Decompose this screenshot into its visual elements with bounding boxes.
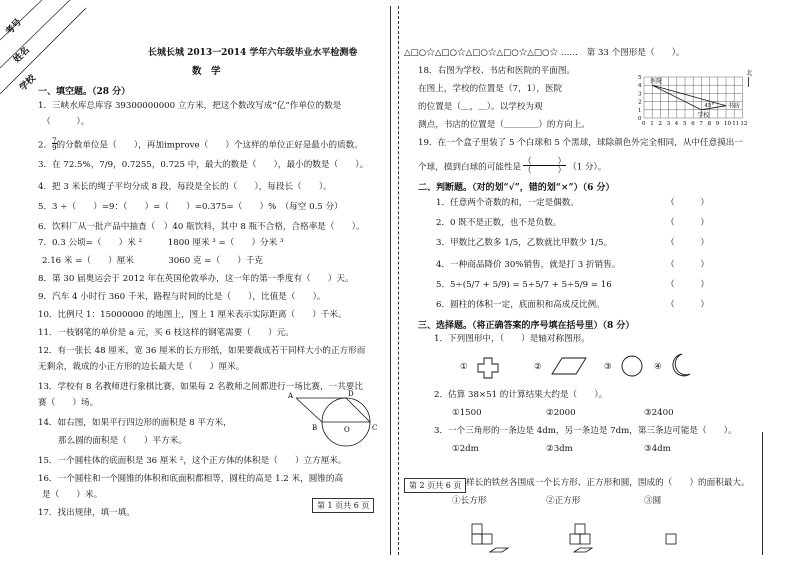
- question-18b: 在图上，学校的位置是（7，1），医院: [418, 84, 563, 94]
- judge-1: 1．任意两个奇数的和，一定是偶数。: [436, 198, 579, 208]
- circle-shape-icon: [620, 354, 644, 378]
- exam-title: 长城长城 2013一2014 学年六年级毕业水平检测卷: [148, 48, 358, 58]
- question-18a: 18．右图为学校、书店和医院的平面图。: [418, 66, 576, 76]
- question-3: 3．在 72.5%，7/9，0.7255，0.725 中，最大的数是（ ），最小的数是（ ）。: [38, 160, 369, 170]
- choice-1-option-1[interactable]: ①: [460, 362, 468, 372]
- choice-3-option-1[interactable]: ①2dm: [452, 444, 479, 454]
- crescent-shape-icon: [670, 352, 692, 378]
- choice-4: 样长的铁丝各围成一个长方形、正方形和圆，围成的（ ）的面积最大。: [466, 478, 750, 488]
- y-tick-label: 1: [638, 107, 642, 114]
- edge-line: [762, 432, 763, 555]
- judge-6-answer[interactable]: （ ）: [666, 300, 709, 310]
- y-tick-label: 2: [638, 99, 642, 106]
- bookstore-label: 书店: [728, 102, 741, 110]
- hospital-label: 医院: [650, 78, 663, 86]
- choice-2-option-1[interactable]: ①1500: [452, 408, 482, 418]
- label-b: B: [312, 424, 318, 432]
- question-18c: 的位置是（＿，＿）。以学校为观: [418, 102, 543, 112]
- question-14b: 那么圆的面积是（ ）平方米。: [58, 436, 187, 446]
- y-tick-label: 4: [638, 83, 642, 90]
- x-tick-label: 1: [650, 121, 654, 127]
- y-tick-label: 5: [638, 75, 642, 81]
- question-19a: 19．在一个盒子里装了 5 个白球和 5 个黑球，球除颜色外完全相同，从中任意摸出一: [418, 138, 743, 148]
- judge-4-answer[interactable]: （ ）: [666, 260, 709, 270]
- subject-title: 数 学: [192, 66, 221, 77]
- judge-3: 3．甲数比乙数多 1/5，乙数就比甲数少 1/5。: [436, 238, 613, 248]
- x-tick-label: 9: [715, 121, 720, 127]
- judge-2-answer[interactable]: （ ）: [666, 218, 709, 228]
- section-fill-blank: 一、填空题。（28 分）: [38, 87, 131, 97]
- section-multiple-choice: 三、选择题。（将正确答案的序号填在括号里）（8 分）: [418, 321, 635, 331]
- page-divider: [390, 6, 391, 555]
- circle-parallelogram-figure: [284, 390, 384, 460]
- map-triangle: [652, 85, 726, 110]
- x-tick-label: 0: [642, 121, 646, 127]
- choice-3-option-3[interactable]: ③4dm: [644, 444, 671, 454]
- judge-6: 6．圆柱的体积一定，底面积和高成反比例。: [436, 300, 605, 310]
- page-number-1: 第 1 页共 6 页: [312, 498, 374, 513]
- question-5: 5．3 ÷（ ）=9：（ ）=（ ）=0.375=（ ）% （每空 0.5 分）: [38, 202, 343, 212]
- x-tick-label: 5: [683, 121, 687, 127]
- judge-2: 2．0 既不是正数，也不是负数。: [436, 218, 562, 228]
- x-tick-label: 4: [674, 121, 679, 127]
- judge-5-answer[interactable]: （ ）: [666, 280, 709, 290]
- x-tick-label: 2: [658, 121, 662, 127]
- question-15: 15．一个圆柱体的底面积是 36 厘米 ²，这个正方体的体积是（ ）立方厘米。: [38, 456, 347, 466]
- choice-3-option-2[interactable]: ②3dm: [546, 444, 573, 454]
- location-map-grid: [634, 62, 752, 130]
- question-18d: 测点，书店的位置是（＿＿＿＿）的方向上。: [418, 120, 590, 130]
- choice-1-option-3[interactable]: ③: [604, 362, 612, 372]
- school-label: 学校: [18, 73, 38, 94]
- choice-2-option-2[interactable]: ②2000: [546, 408, 576, 418]
- choice-3: 3．一个三角形的一条边是 4dm，另一条边是 7dm，第三条边可能是（ ）。: [434, 426, 737, 436]
- question-14a: 14．如右图，如果平行四边形的面积是 8 平方米，: [38, 418, 232, 428]
- x-tick-label: 6: [691, 121, 695, 127]
- question-1a: 1．三峡水库总库容 39300000000 立方米，把这个数改写成“亿”作单位的数是: [38, 101, 342, 111]
- cube-figures: [470, 520, 670, 560]
- section-true-false: 二、判断题。（对的划“√”，错的划“×”）（6 分）: [418, 183, 615, 193]
- question-9: 9．汽车 4 小时行 360 千米，路程与时间的比是（ ），比值是（ ）。: [38, 292, 326, 302]
- exam-number-label: 考号: [4, 17, 24, 38]
- choice-1-option-2[interactable]: ②: [534, 362, 542, 372]
- judge-5: 5．5÷(5/7 + 5/9) = 5÷5/7 + 5÷5/9 = 16: [436, 280, 612, 290]
- judge-3-answer[interactable]: （ ）: [666, 238, 709, 248]
- question-10: 10．比例尺 1：15000000 的地图上，图上 1 厘米表示实际距离（ ）千米。: [38, 310, 347, 320]
- question-6: 6．饮料厂从一批产品中抽查（ ）40 瓶饮料，其中 8 瓶不合格，合格率是（ ）。: [38, 222, 365, 232]
- question-7a: 7．0.3 公顷=（ ）米 ² 1800 厘米 ³ =（ ）分米 ³: [38, 238, 284, 248]
- question-7b: 2.16 米 =（ ）厘米 3060 克 =（ ）千克: [42, 256, 264, 266]
- x-tick-label: 10: [724, 121, 731, 127]
- judge-1-answer[interactable]: （ ）: [666, 198, 709, 208]
- question-4: 4．把 3 米长的绳子平均分成 8 段，每段是全长的（ ），每段长（ ）。: [38, 182, 332, 192]
- choice-4-option-2[interactable]: ②正方形: [546, 496, 581, 506]
- question-11: 11．一枝钢笔的单价是 a 元，买 6 枝这样的钢笔需要（ ）元。: [38, 328, 294, 338]
- y-tick-label: 0: [638, 116, 642, 122]
- question-13b: 赛（ ）场。: [38, 398, 99, 408]
- x-tick-label: 12: [740, 121, 748, 127]
- question-19b: 个球，摸到白球的可能性是（ ） （ ） （1 分）。: [418, 157, 607, 176]
- x-tick-label: 7: [699, 121, 703, 127]
- name-label: 姓名: [12, 45, 32, 66]
- angle-label: 45°: [704, 102, 715, 109]
- parallelogram-shape-icon: [552, 356, 588, 376]
- question-12b: 无剩余，裁成的小正方形的边长最大是（ ）厘米。: [38, 362, 245, 372]
- choice-4-option-1[interactable]: ①长方形: [452, 496, 487, 506]
- label-c: C: [372, 424, 378, 432]
- school-label: 学校: [697, 111, 710, 119]
- question-1b: （ ）。: [42, 117, 90, 127]
- judge-4: 4．一种商品降价 30%销售，就是打 3 折销售。: [436, 260, 621, 270]
- choice-1-option-4[interactable]: ④: [654, 362, 662, 372]
- label-o: O: [344, 426, 350, 434]
- question-17: 17．找出规律，填一填。: [38, 508, 135, 518]
- student-info-sidebar: [0, 0, 86, 95]
- question-12a: 12．有一张长 48 厘米，宽 36 厘米的长方形纸，如果要裁成若干同样大小的正方形而: [38, 346, 366, 356]
- question-16a: 16．一个圆柱和一个圆锥的体积和底面积都相等，圆柱的高是 1.2 米，圆锥的高: [38, 474, 344, 484]
- page-number-2: 第 2 页共 6 页: [404, 478, 466, 493]
- label-a: A: [288, 392, 294, 400]
- x-tick-label: 3: [666, 121, 671, 127]
- choice-4-option-3[interactable]: ③圆: [644, 496, 662, 506]
- page-divider-dashed: [398, 6, 399, 555]
- question-13a: 13．学校有 8 名教师进行象棋比赛，如果每 2 名教师之间都进行一场比赛，一共要比: [38, 382, 363, 392]
- question-8: 8．第 30 届奥运会于 2012 年在英国伦敦举办，这一年的第一季度有（ ）天。: [38, 274, 354, 284]
- cross-shape-icon: [476, 356, 500, 380]
- x-tick-label: 11: [732, 121, 740, 127]
- choice-2-option-3[interactable]: ③2400: [644, 408, 674, 418]
- choice-1: 1．下列图形中，（ ）是轴对称图形。: [434, 334, 590, 344]
- choice-2: 2．估算 38×51 的计算结果大约是（ ）。: [434, 390, 608, 400]
- x-tick-label: 8: [707, 121, 712, 127]
- question-2: 2．$\frac{7}{9}$的分数单位是（ ），再加improve（ ）个这样的单位正好是最小的质数。: [38, 137, 363, 152]
- label-d: D: [348, 390, 354, 398]
- pattern-question: △□○☆△□○☆△□○☆△□○☆△□○☆ …… 第 33 个图形是（ ）。: [404, 48, 685, 58]
- question-16b: 是（ ）米。: [42, 490, 103, 500]
- north-label: 北: [746, 70, 753, 77]
- y-tick-label: 3: [638, 91, 642, 98]
- sidebar-lines: [0, 0, 86, 95]
